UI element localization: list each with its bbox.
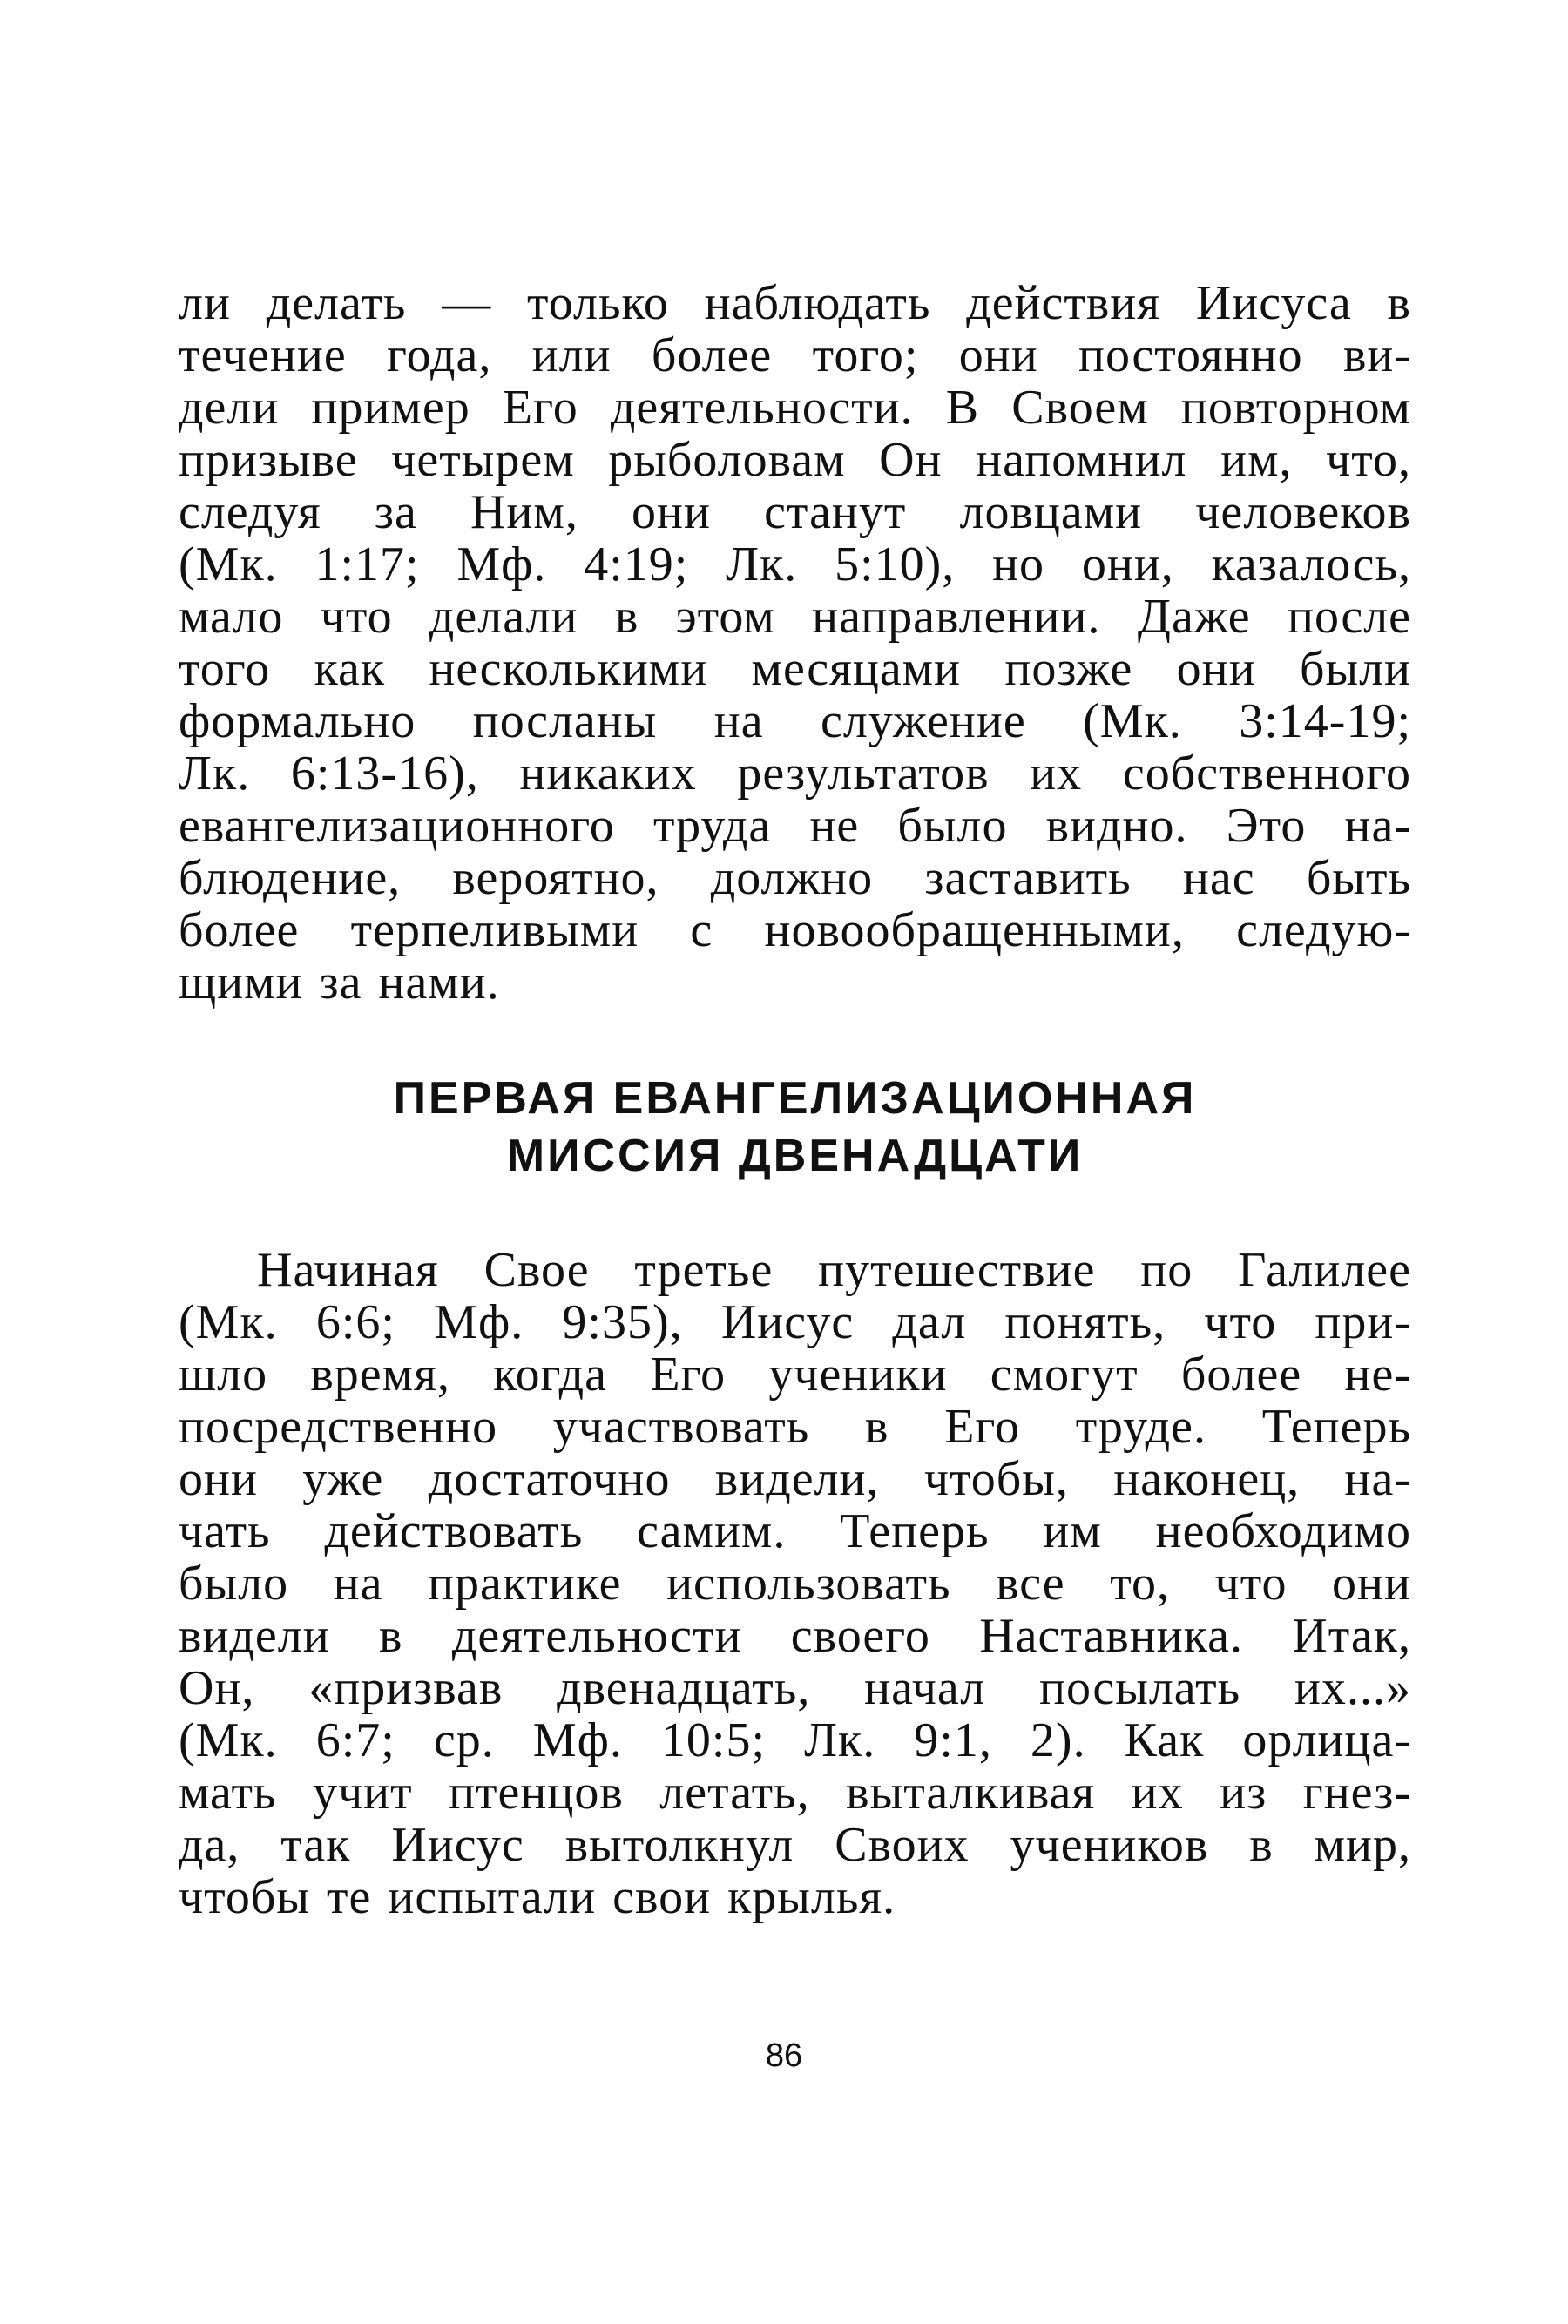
paragraph-2-line: Начиная Свое третье путешествие по Галилее	[257, 1243, 1411, 1297]
paragraph-2-line: чать действовать самим. Теперь им необходимо	[179, 1504, 1411, 1558]
paragraph-1-line: мало что делали в этом направлении. Даже после	[179, 590, 1411, 644]
paragraph-1-line: течение года, или более того; они постоянно ви-	[179, 328, 1411, 382]
paragraph-2-line: видели в деятельности своего Наставника. Итак,	[179, 1609, 1411, 1663]
paragraph-1	[179, 277, 1411, 1009]
paragraph-2-line: они уже достаточно видели, чтобы, наконец, на-	[179, 1452, 1411, 1506]
paragraph-2-line: было на практике использовать все то, что они	[179, 1557, 1411, 1611]
paragraph-2-line: шло время, когда Его ученики смогут более не-	[179, 1348, 1411, 1402]
paragraph-1-line: евангелизационного труда не было видно. Это на-	[179, 799, 1411, 853]
section-heading	[179, 1070, 1411, 1185]
paragraph-1-line: формально посланы на служение (Мк. 3:14-19;	[179, 694, 1411, 748]
paragraph-2-line: Он, «призвав двенадцать, начал посылать их...»	[179, 1661, 1411, 1715]
paragraph-2	[179, 1244, 1411, 1923]
paragraph-1-line: (Мк. 1:17; Мф. 4:19; Лк. 5:10), но они, казалось,	[179, 537, 1411, 591]
paragraph-1-line: дели пример Его деятельности. В Своем повторном	[179, 381, 1411, 435]
paragraph-2-line: чтобы те испытали свои крылья.	[179, 1870, 896, 1924]
section-heading-line: ПЕРВАЯ ЕВАНГЕЛИЗАЦИОННАЯ	[393, 1073, 1197, 1124]
paragraph-2-line: (Мк. 6:7; ср. Мф. 10:5; Лк. 9:1, 2). Как орлица-	[179, 1713, 1411, 1767]
section-heading-line: МИССИЯ ДВЕНАДЦАТИ	[506, 1131, 1084, 1181]
paragraph-2-line: (Мк. 6:6; Мф. 9:35), Иисус дал понять, что при-	[179, 1295, 1411, 1349]
paragraph-1-line: ли делать — только наблюдать действия Иисуса в	[179, 276, 1411, 330]
paragraph-1-line: Лк. 6:13-16), никаких результатов их собственного	[179, 747, 1411, 801]
page-number: 86	[765, 2037, 803, 2074]
paragraph-1-line: блюдение, вероятно, должно заставить нас быть	[179, 851, 1411, 905]
paragraph-1-line: щими за нами.	[179, 956, 500, 1010]
paragraph-1-line: более терпеливыми с новообращенными, следую-	[179, 903, 1411, 957]
paragraph-1-line: того как несколькими месяцами позже они были	[179, 642, 1411, 696]
paragraph-2-line: посредственно участвовать в Его труде. Теперь	[179, 1400, 1411, 1454]
paragraph-2-line: мать учит птенцов летать, выталкивая их из гнез-	[179, 1766, 1411, 1820]
paragraph-1-line: призыве четырем рыболовам Он напомнил им, что,	[179, 433, 1411, 487]
paragraph-1-line: следуя за Ним, они станут ловцами человеков	[179, 485, 1411, 539]
paragraph-2-line: да, так Иисус вытолкнул Своих учеников в мир,	[179, 1818, 1411, 1872]
